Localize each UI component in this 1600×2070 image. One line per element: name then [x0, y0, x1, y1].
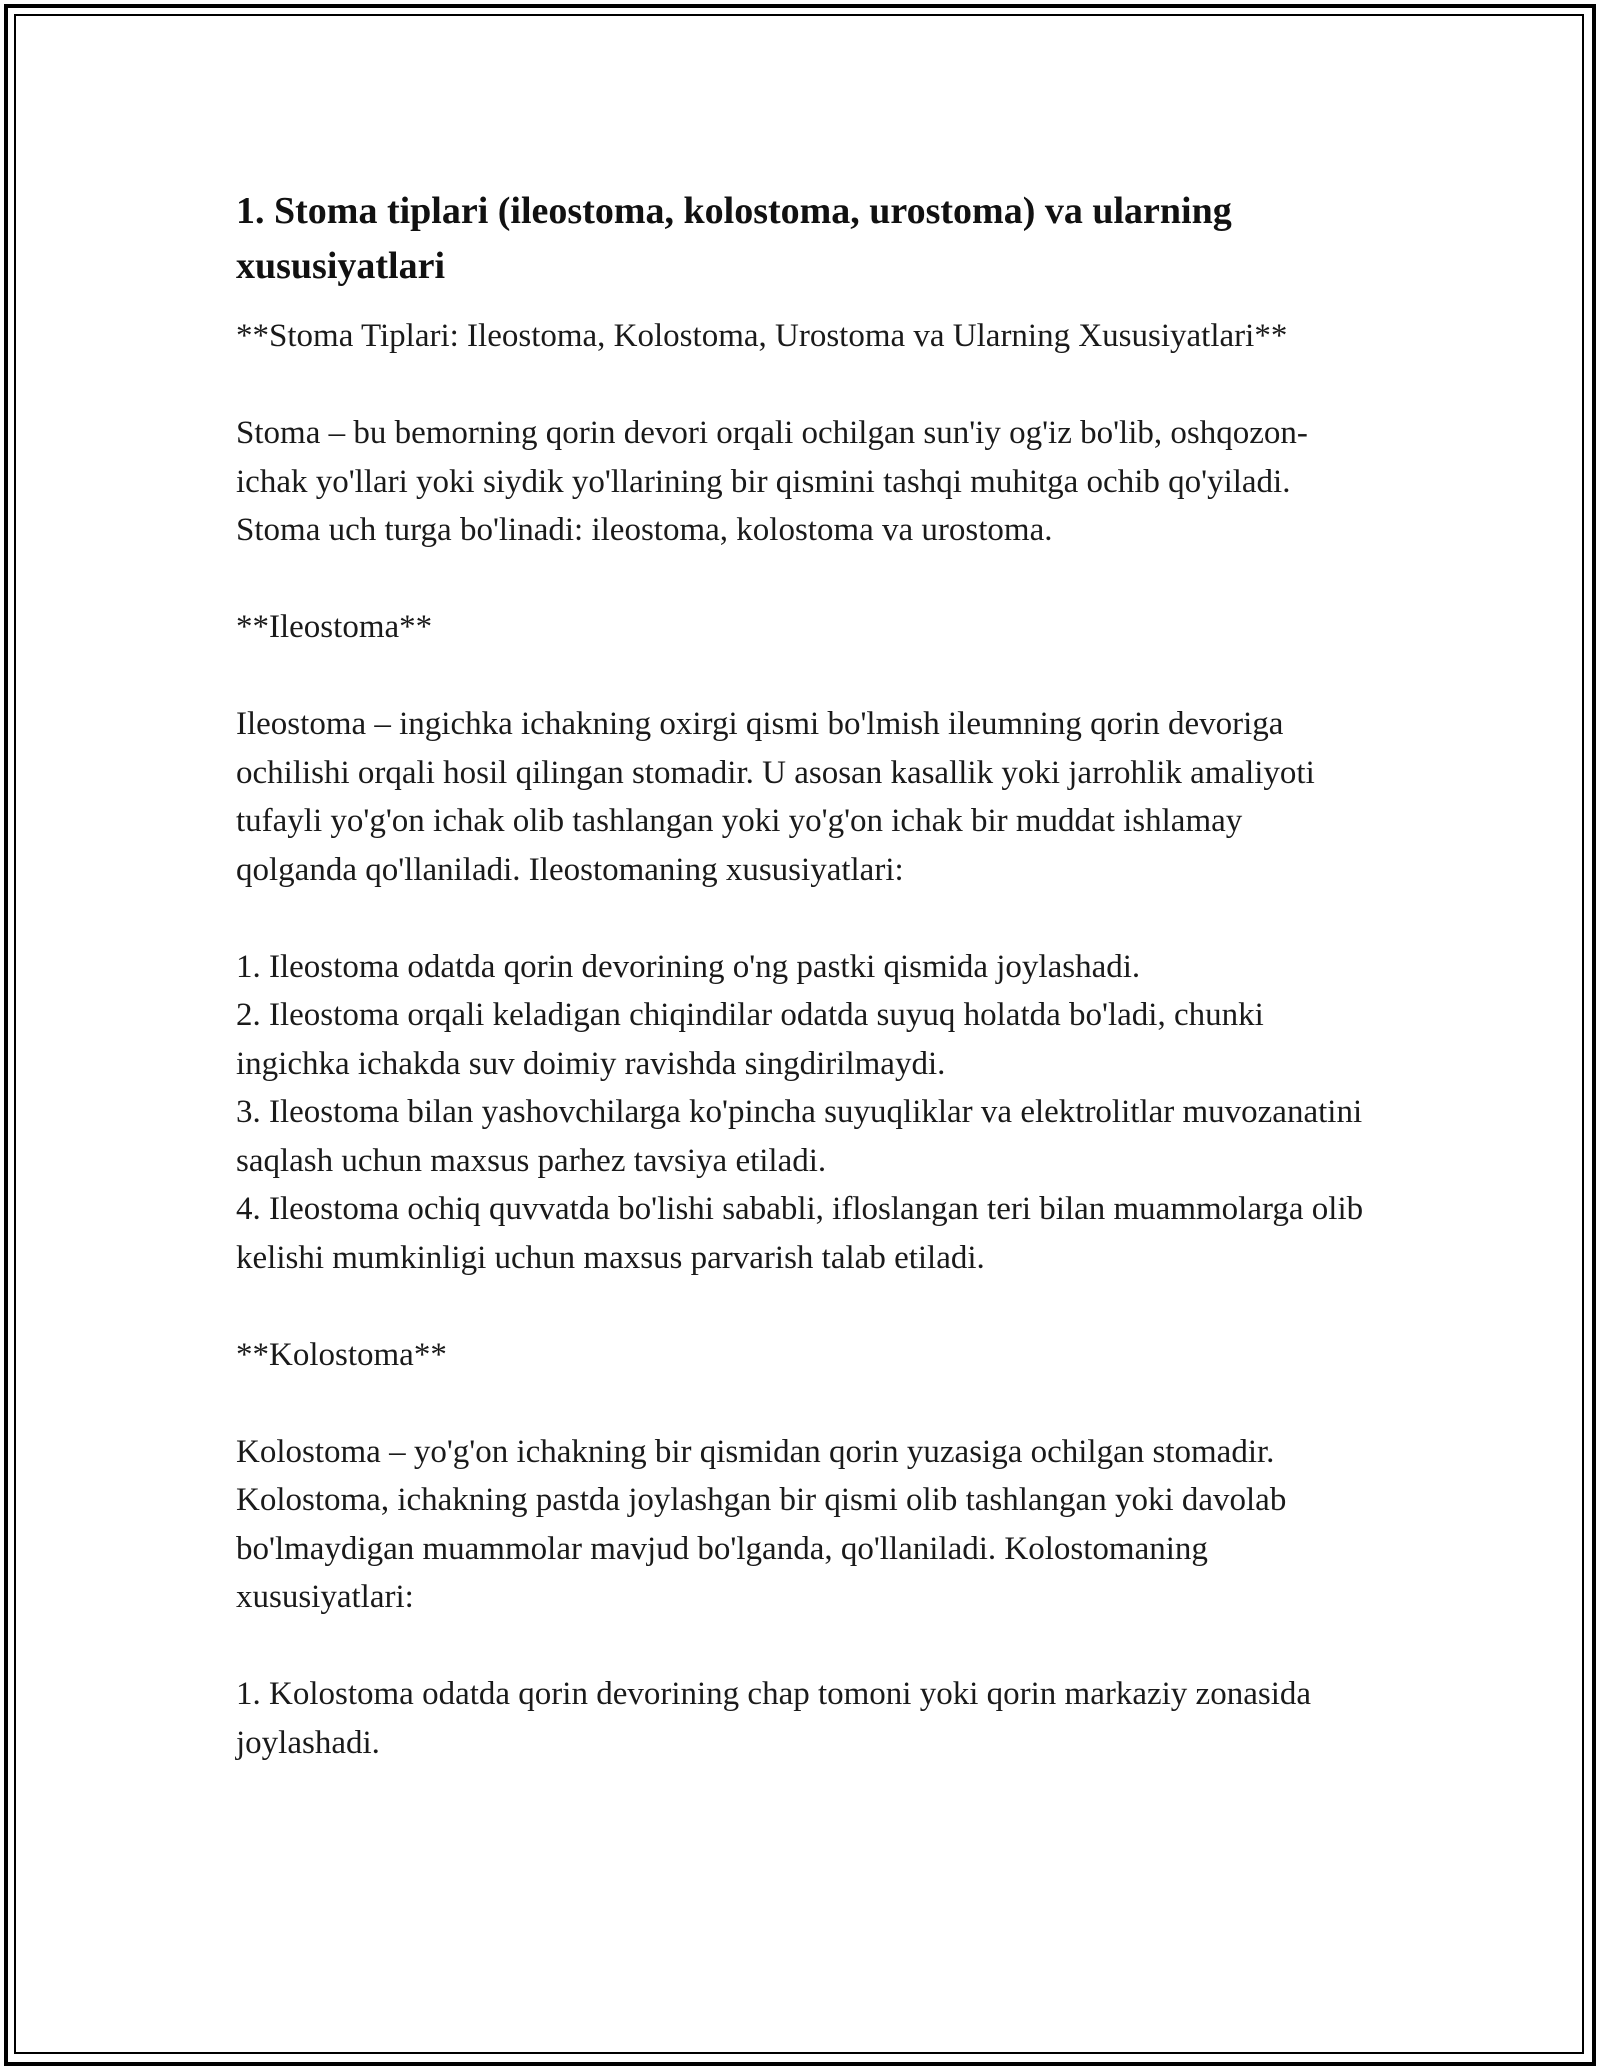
list-item: 1. Kolostoma odatda qorin devorining chap tomoni yoki qorin markaziy zonasida joylashadi.	[236, 1676, 1312, 1761]
document-title: 1. Stoma tiplari (ileostoma, kolostoma, urostoma) va ularning xususiyatlari	[236, 190, 1232, 287]
subheading-paragraph: **Stoma Tiplari: Ileostoma, Kolostoma, Urostoma va Ularning Xususiyatlari**	[236, 318, 1288, 354]
list-item: 1. Ileostoma odatda qorin devorining o'ng pastki qismida joylashadi.	[236, 948, 1141, 985]
list-item: 2. Ileostoma orqali keladigan chiqindilar odatda suyuq holatda bo'ladi, chunki ingichka ichakda suv doimiy ravishda singdirilmaydi.	[236, 997, 1264, 1082]
list-item: 3. Ileostoma bilan yashovchilarga ko'pincha suyuqliklar va elektrolitlar muvozanatini saqlash uchun maxsus parhez tavsiya etiladi.	[236, 1094, 1363, 1179]
list-item: 4. Ileostoma ochiq quvvatda bo'lishi sababli, ifloslangan teri bilan muammolarga olib kelishi mumkinligi uchun maxsus parvarish talab etiladi.	[236, 1191, 1364, 1276]
kolostoma-description: Kolostoma – yo'g'on ichakning bir qismidan qorin yuzasiga ochilgan stomadir. Kolostoma, ichakning pastda joylashgan bir qismi olib tashlangan yoki davolab bo'lmaydigan muammolar mavjud bo'lganda, qo'llaniladi. Kolostomaning xususiyatlari:	[236, 1433, 1287, 1615]
kolostoma-heading: **Kolostoma**	[236, 1336, 447, 1373]
ileostoma-description: Ileostoma – ingichka ichakning oxirgi qismi bo'lmish ileumning qorin devoriga ochilishi orqali hosil qilingan stomadir. U asosan kasallik yoki jarrohlik amaliyoti tufayli yo'g'on ichak olib tashlangan yoki yo'g'on ichak bir muddat ishlamay qolganda qo'llaniladi. Ileostomaning xususiyatlari:	[236, 706, 1315, 888]
ileostoma-heading: **Ileostoma**	[236, 609, 433, 645]
document-content	[236, 184, 1366, 1816]
intro-paragraph: Stoma – bu bemorning qorin devori orqali ochilgan sun'iy og'iz bo'lib, oshqozon-ichak yo'llari yoki siydik yo'llarining bir qismini tashqi muhitga ochib qo'yiladi. Stoma uch turga bo'linadi: ileostoma, kolostoma va urostoma.	[236, 415, 1308, 548]
kolostoma-features-list	[236, 1670, 1366, 1767]
ileostoma-features-list	[236, 943, 1366, 1283]
